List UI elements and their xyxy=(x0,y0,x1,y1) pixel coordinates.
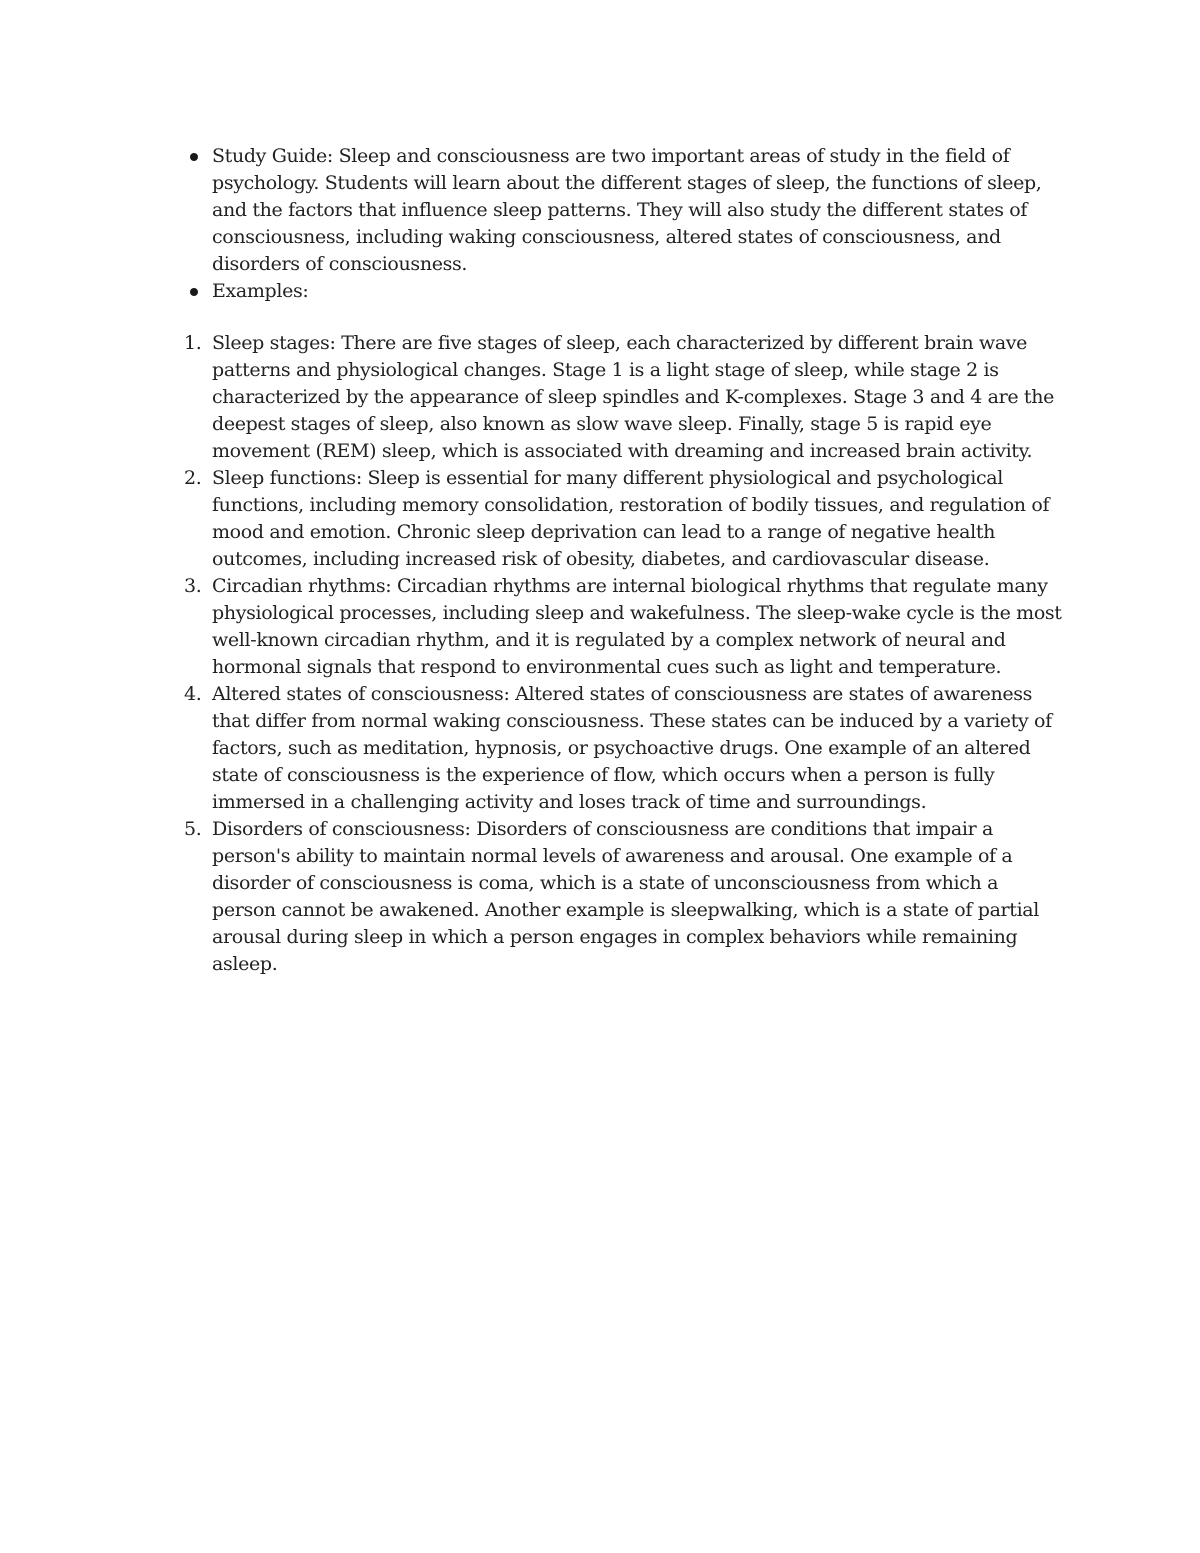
bullet-item-examples xyxy=(212,278,1062,305)
bullet-dot-icon xyxy=(190,153,198,161)
numbered-item-disorders xyxy=(184,816,1062,978)
numbered-item-text: Sleep stages: There are five stages of sleep, each characterized by different brain wave patterns and physiological changes. Stage 1 is a light stage of sleep, while stage 2 is characterized by the appearance of sleep spindles and K-complexes. Stage 3 and 4 are the deepest stages of sleep, also known as slow wave sleep. Finally, stage 5 is rapid eye movement (REM) sleep, which is associated with dreaming and increased brain activity. xyxy=(212,332,1054,462)
list-number: 2. xyxy=(184,467,202,489)
numbered-item-circadian-rhythms xyxy=(184,573,1062,681)
list-number: 5. xyxy=(184,818,202,840)
numbered-item-sleep-stages xyxy=(184,330,1062,465)
bullet-text: Study Guide: Sleep and consciousness are two important areas of study in the field of psychology. Students will learn about the different stages of sleep, the functions of sleep, and the factors that influence sleep patterns. They will also study the different states of consciousness, including waking consciousness, altered states of consciousness, and disorders of consciousness. xyxy=(212,145,1042,275)
numbered-item-text: Sleep functions: Sleep is essential for many different physiological and psychological functions, including memory consolidation, restoration of bodily tissues, and regulation of mood and emotion. Chronic sleep deprivation can lead to a range of negative health outcomes, including increased risk of obesity, diabetes, and cardiovascular disease. xyxy=(212,467,1050,570)
numbered-item-sleep-functions xyxy=(184,465,1062,573)
document-body xyxy=(184,143,1062,978)
list-spacer xyxy=(212,305,1062,330)
list-number: 1. xyxy=(184,332,202,354)
list-number: 3. xyxy=(184,575,202,597)
bullet-dot-icon xyxy=(190,288,198,296)
numbered-item-altered-states xyxy=(184,681,1062,816)
numbered-item-text: Disorders of consciousness: Disorders of consciousness are conditions that impair a person's ability to maintain normal levels of awareness and arousal. One example of a disorder of consciousness is coma, which is a state of unconsciousness from which a person cannot be awakened. Another example is sleepwalking, which is a state of partial arousal during sleep in which a person engages in complex behaviors while remaining asleep. xyxy=(212,818,1040,975)
numbered-item-text: Altered states of consciousness: Altered states of consciousness are states of awareness that differ from normal waking consciousness. These states can be induced by a variety of factors, such as meditation, hypnosis, or psychoactive drugs. One example of an altered state of consciousness is the experience of flow, which occurs when a person is fully immersed in a challenging activity and loses track of time and surroundings. xyxy=(212,683,1052,813)
bullet-item-study-guide xyxy=(212,143,1062,278)
list-number: 4. xyxy=(184,683,202,705)
bullet-text: Examples: xyxy=(212,280,309,302)
numbered-item-text: Circadian rhythms: Circadian rhythms are internal biological rhythms that regulate many physiological processes, including sleep and wakefulness. The sleep-wake cycle is the most well-known circadian rhythm, and it is regulated by a complex network of neural and hormonal signals that respond to environmental cues such as light and temperature. xyxy=(212,575,1062,678)
